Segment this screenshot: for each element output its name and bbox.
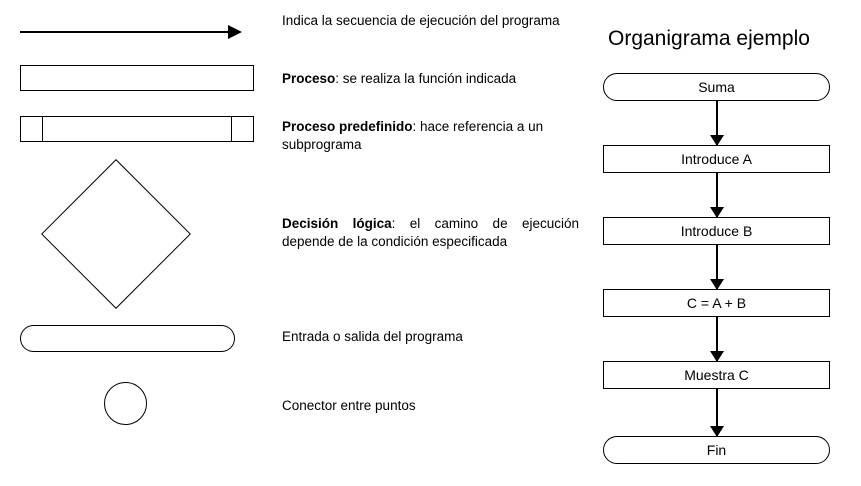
predefined-process-right-bar (231, 117, 232, 141)
flow-node-introduce-b: Introduce B (603, 217, 830, 245)
flow-node-suma: C = A + B (603, 289, 830, 317)
flow-arrow-symbol-head (228, 25, 242, 39)
flow-arrow-symbol-line (20, 31, 235, 33)
legend-text-terminal: Entrada o salida del programa (282, 329, 463, 344)
flow-node-start: Suma (603, 73, 830, 101)
terminal-stadium-symbol (20, 325, 235, 352)
decision-diamond-symbol (41, 159, 191, 309)
legend-description-decision (282, 215, 579, 251)
legend-term-predefined-process: Proceso predefinido (282, 119, 413, 134)
flow-node-introduce-a: Introduce A (603, 145, 830, 173)
process-rectangle-symbol (20, 65, 254, 91)
legend-text-decision: : el camino de ejecución depende de la condición especificada (282, 216, 579, 250)
flow-connector-3 (716, 317, 718, 361)
predefined-process-symbol (20, 116, 254, 142)
flow-connector-2 (716, 245, 718, 289)
flow-connector-0 (716, 101, 718, 145)
legend-text-connector: Conector entre puntos (282, 398, 416, 413)
legend-description-process (282, 70, 579, 88)
flow-connector-1 (716, 173, 718, 217)
legend-term-decision: Decisión lógica (282, 216, 392, 231)
flow-node-muestra-c: Muestra C (603, 361, 830, 389)
legend-description-flow-arrow (282, 12, 579, 30)
legend-text-process: : se realiza la función indicada (335, 71, 517, 86)
legend-description-predefined-process (282, 118, 579, 154)
legend-text-predefined-process: : hace referencia a un subprograma (282, 119, 544, 153)
legend-description-terminal (282, 328, 579, 346)
connector-circle-symbol (104, 382, 147, 425)
flow-connector-4 (716, 389, 718, 436)
predefined-process-left-bar (42, 117, 43, 141)
legend-text-flow-arrow: Indica la secuencia de ejecución del programa (282, 13, 560, 28)
legend-term-process: Proceso (282, 71, 336, 86)
flowchart-title: Organigrama ejemplo (608, 27, 810, 50)
flow-node-end: Fin (603, 436, 830, 464)
legend-description-connector (282, 397, 579, 415)
